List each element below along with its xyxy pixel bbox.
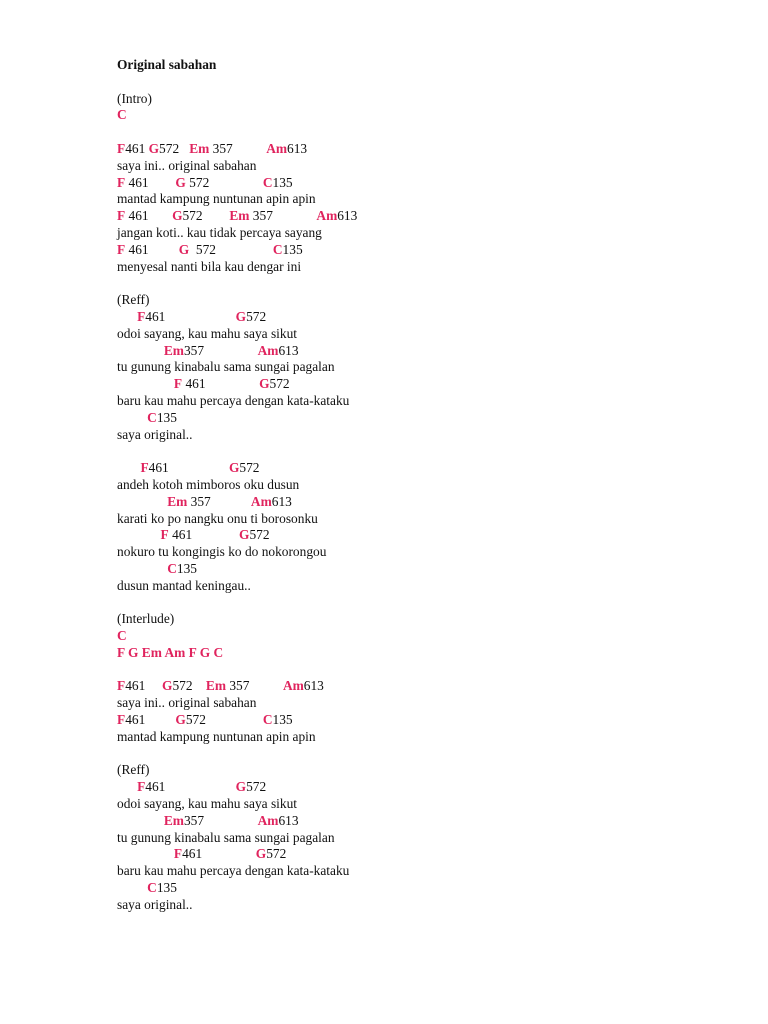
chord-sheet [117, 57, 737, 914]
section-label: (Reff) [117, 762, 150, 778]
chord-fingering: 135 [176, 560, 197, 576]
chord-line [117, 343, 737, 360]
chord-name: Am [250, 493, 272, 509]
chord-name: F [117, 140, 126, 156]
blank-line [117, 746, 737, 763]
chord-fingering [117, 494, 167, 509]
chord-fingering: 461 [125, 678, 163, 694]
chord-line [117, 376, 737, 393]
chord-name: C [147, 880, 157, 896]
chord-fingering: 461 [182, 376, 260, 392]
chord-name: G [175, 174, 186, 190]
chord-fingering [117, 309, 137, 324]
chord-line [117, 561, 737, 578]
chord-line [117, 712, 737, 729]
chord-fingering [117, 376, 174, 391]
lyric-line: odoi sayang, kau mahu saya sikut [117, 325, 297, 341]
chord-fingering: 613 [287, 140, 308, 156]
blank-line [117, 74, 737, 91]
chord-line [117, 494, 737, 511]
chord-name: Am [257, 812, 279, 828]
chord-name: C [272, 241, 283, 257]
chord-name: G [148, 140, 160, 156]
chord-fingering [117, 527, 161, 542]
blank-line [117, 124, 737, 141]
lyric-line: baru kau mahu percaya dengan kata-kataku [117, 863, 350, 879]
lyric-line: mantad kampung nuntunan apin apin [117, 728, 316, 744]
chord-fingering: 461 [148, 460, 229, 476]
lyric-line: andeh kotoh mimboros oku dusun [117, 476, 300, 492]
chord-fingering: 613 [278, 812, 299, 828]
chord-name: G [255, 846, 267, 862]
chord-fingering: 461 [145, 779, 236, 795]
chord-fingering: 135 [282, 241, 303, 257]
chord-name: F [137, 779, 146, 795]
chord-name: F [117, 712, 126, 728]
chord-fingering [117, 846, 174, 861]
chord-line [117, 880, 737, 897]
chord-name: G [235, 308, 247, 324]
chord-fingering: 461 [182, 846, 256, 862]
chord-name: C [117, 107, 127, 123]
chord-fingering: 572 [185, 174, 263, 190]
chord-line [117, 678, 737, 695]
chord-name: C [262, 712, 273, 728]
chord-fingering: 572 [189, 241, 273, 257]
chord-fingering: 461 [145, 308, 236, 324]
chord-line [117, 779, 737, 796]
chord-fingering [117, 343, 164, 358]
blank-line [117, 443, 737, 460]
chord-fingering [117, 561, 167, 576]
chord-fingering: 572 [185, 712, 263, 728]
chord-fingering: 357 [209, 140, 267, 156]
lyric-line: saya ini.. original sabahan [117, 695, 257, 711]
chord-fingering: 357 [183, 812, 258, 828]
chord-name: F G Em Am F G C [117, 644, 224, 660]
chord-line [117, 846, 737, 863]
song-title: Original sabahan [117, 57, 217, 72]
chord-line [117, 309, 737, 326]
chord-line [117, 628, 737, 645]
chord-fingering: 357 [187, 493, 251, 509]
section-label: (Interlude) [117, 611, 175, 627]
chord-name: F [173, 376, 183, 392]
chord-fingering: 572 [172, 678, 206, 694]
chord-name: Am [266, 140, 288, 156]
chord-name: F [140, 460, 149, 476]
lyric-line: nokuro tu kongingis ko do nokorongou [117, 544, 327, 560]
chord-fingering: 572 [182, 208, 230, 224]
chord-fingering: 461 [125, 174, 176, 190]
chord-name: Am [257, 342, 279, 358]
section-label: (Reff) [117, 292, 150, 308]
lyric-line: saya original.. [117, 896, 193, 912]
chord-fingering: 572 [246, 308, 267, 324]
chord-name: F [173, 846, 183, 862]
chord-name: Am [316, 208, 338, 224]
section-label: (Intro) [117, 90, 152, 106]
chord-line [117, 175, 737, 192]
chord-fingering: 135 [272, 174, 293, 190]
lyric-line: tu gunung kinabalu sama sungai pagalan [117, 359, 335, 375]
chord-fingering: 613 [271, 493, 292, 509]
lyric-line: jangan koti.. kau tidak percaya sayang [117, 224, 322, 240]
chord-fingering: 135 [272, 712, 293, 728]
chord-fingering: 572 [159, 140, 190, 156]
chord-line [117, 410, 737, 427]
chord-name: Em [163, 342, 184, 358]
lyric-line: menyesal nanti bila kau dengar ini [117, 258, 302, 274]
chord-line [117, 645, 737, 662]
blank-line [117, 275, 737, 292]
chord-fingering: 135 [156, 409, 177, 425]
chord-fingering: 461 [125, 712, 176, 728]
chord-fingering: 461 [125, 140, 149, 156]
chord-name: C [117, 628, 127, 644]
chord-line [117, 460, 737, 477]
chord-name: Em [163, 812, 184, 828]
chord-line [117, 208, 737, 225]
chord-fingering: 572 [249, 527, 270, 543]
chord-fingering [117, 779, 137, 794]
chord-name: F [137, 308, 146, 324]
chord-fingering [117, 410, 147, 425]
chord-fingering: 135 [156, 880, 177, 896]
chord-line [117, 527, 737, 544]
chord-line [117, 813, 737, 830]
chord-fingering: 461 [168, 527, 240, 543]
chord-name: G [259, 376, 270, 392]
chord-fingering: 613 [337, 208, 358, 224]
lyric-line: saya ini.. original sabahan [117, 157, 257, 173]
chord-fingering: 357 [249, 208, 317, 224]
chord-fingering: 613 [303, 678, 324, 694]
chord-name: G [228, 460, 240, 476]
chord-name: Am [282, 678, 304, 694]
chord-line [117, 242, 737, 259]
chord-name: G [162, 678, 173, 694]
lyric-line: dusun mantad keningau.. [117, 577, 251, 593]
lyric-line: tu gunung kinabalu sama sungai pagalan [117, 829, 335, 845]
chord-name: G [239, 527, 250, 543]
chord-name: G [235, 779, 247, 795]
lyric-line: odoi sayang, kau mahu saya sikut [117, 796, 297, 812]
blank-line [117, 595, 737, 612]
lyric-line: baru kau mahu percaya dengan kata-kataku [117, 392, 350, 408]
chord-fingering: 572 [246, 779, 267, 795]
lyric-line: mantad kampung nuntunan apin apin [117, 191, 316, 207]
chord-name: F [117, 208, 126, 224]
chord-fingering: 461 [125, 208, 173, 224]
lyric-line: saya original.. [117, 426, 193, 442]
chord-name: C [167, 560, 177, 576]
chord-fingering [117, 813, 164, 828]
chord-line [117, 107, 737, 124]
chord-fingering: 572 [266, 846, 287, 862]
chord-name: C [262, 174, 273, 190]
chord-name: G [178, 241, 190, 257]
chord-fingering: 572 [269, 376, 290, 392]
chord-fingering: 357 [226, 678, 283, 694]
chord-name: Em [189, 140, 210, 156]
chord-name: F [160, 527, 169, 543]
chord-name: C [147, 409, 157, 425]
chord-fingering: 572 [239, 460, 260, 476]
chord-name: F [117, 241, 126, 257]
chord-name: F [117, 678, 126, 694]
chord-name: G [172, 208, 183, 224]
chord-fingering [117, 460, 140, 475]
lyric-line: karati ko po nangku onu ti borosonku [117, 510, 318, 526]
chord-name: Em [167, 493, 188, 509]
chord-name: G [175, 712, 186, 728]
chord-line [117, 141, 737, 158]
chord-fingering: 357 [183, 342, 258, 358]
chord-fingering: 461 [125, 241, 179, 257]
blank-line [117, 662, 737, 679]
chord-name: Em [229, 208, 250, 224]
chord-fingering: 613 [278, 342, 299, 358]
chord-fingering [117, 880, 147, 895]
chord-name: F [117, 174, 126, 190]
chord-name: Em [205, 678, 227, 694]
